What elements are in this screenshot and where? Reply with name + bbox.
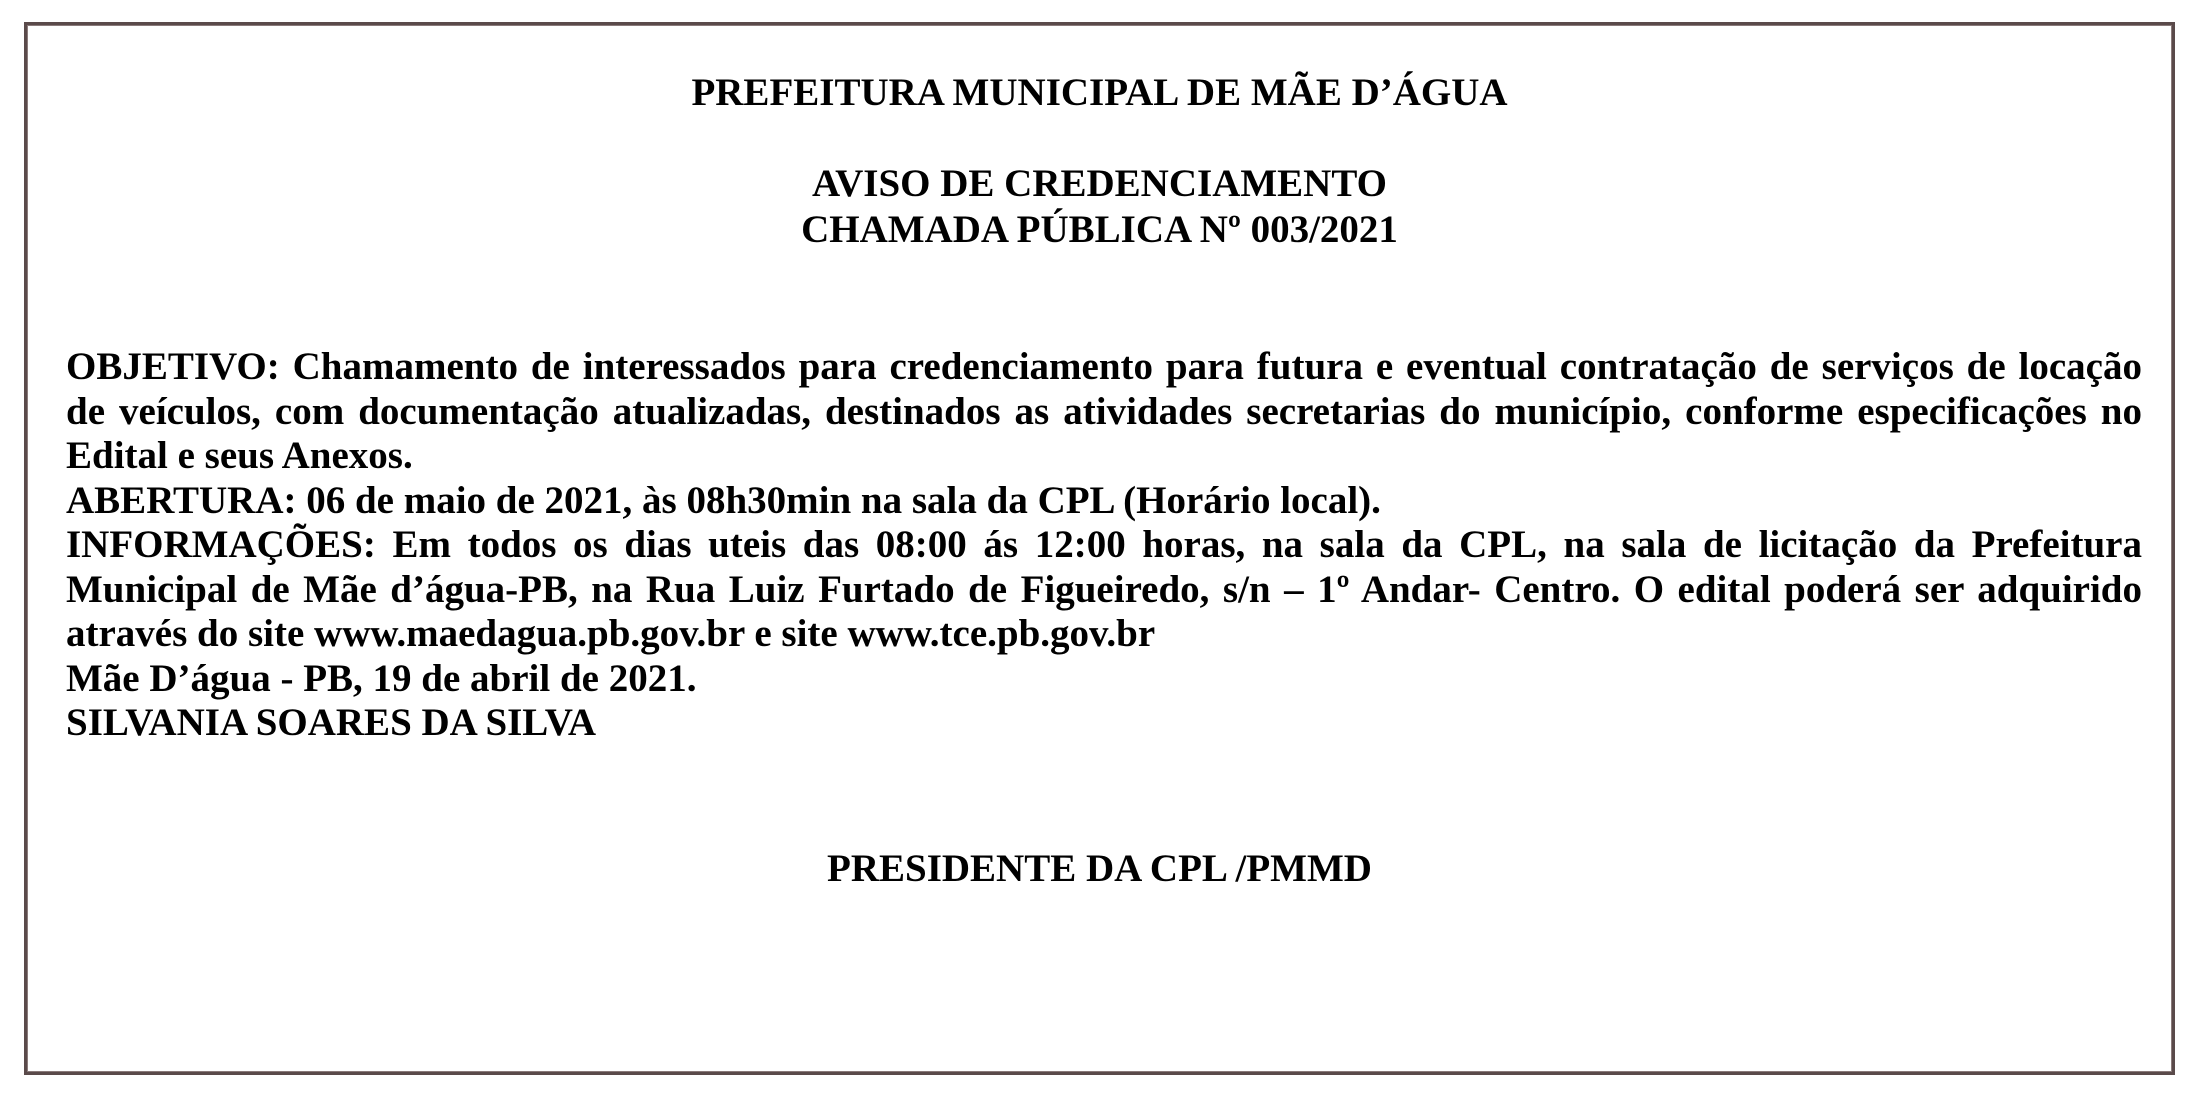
organization-title: PREFEITURA MUNICIPAL DE MÃE D’ÁGUA xyxy=(691,71,1508,114)
notice-body xyxy=(66,345,2142,746)
abertura-line: ABERTURA: 06 de maio de 2021, às 08h30min na sala da CPL (Horário local). xyxy=(66,478,1381,522)
signer-role: PRESIDENTE DA CPL /PMMD xyxy=(827,847,1372,890)
informacoes-paragraph: INFORMAÇÕES: Em todos os dias uteis das 08:00 ás 12:00 horas, na sala da CPL, na sala de licitação da Prefeitura Municipal de Mãe d’água-PB, na Rua Luiz Furtado de Figueiredo, s/n – 1º Andar- Centro. O edital poderá ser adquirido através do site www.maedagua.pb.gov.br e site www.tce.pb.gov.br xyxy=(66,523,2142,655)
signer-name: SILVANIA SOARES DA SILVA xyxy=(66,701,597,744)
notice-title: AVISO DE CREDENCIAMENTO xyxy=(811,162,1387,205)
place-date-line: Mãe D’água - PB, 19 de abril de 2021. xyxy=(66,656,697,700)
objetivo-paragraph: OBJETIVO: Chamamento de interessados para credenciamento para futura e eventual contratação de serviços de locação de veículos, com documentação atualizadas, destinados as atividades secretarias do município, conforme especificações no Edital e seus Anexos. xyxy=(66,345,2142,477)
notice-number: CHAMADA PÚBLICA Nº 003/2021 xyxy=(801,208,1398,251)
